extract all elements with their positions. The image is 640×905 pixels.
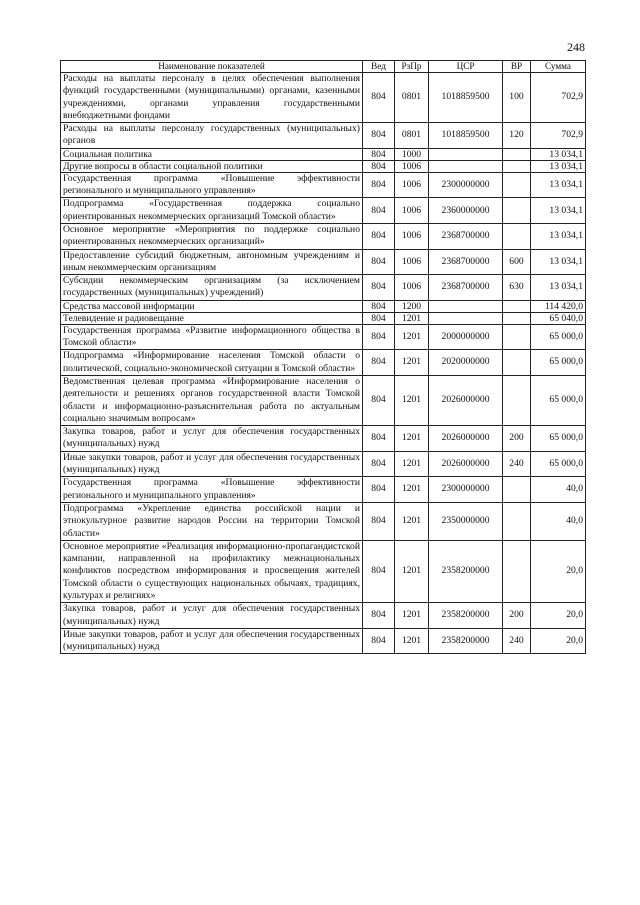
header-ved: Вед (363, 61, 395, 73)
row-sum: 65 000,0 (531, 451, 586, 477)
row-csr: 2358200000 (429, 628, 503, 654)
table-body (61, 73, 586, 654)
row-sum: 20,0 (531, 540, 586, 602)
row-vr (503, 223, 531, 249)
row-name: Средства массовой информации (61, 300, 363, 312)
row-ved: 804 (363, 375, 395, 425)
row-csr: 2300000000 (429, 477, 503, 503)
row-vr (503, 324, 531, 350)
row-rzpr: 1201 (395, 540, 429, 602)
row-vr (503, 350, 531, 376)
row-sum: 65 000,0 (531, 350, 586, 376)
table-row (61, 148, 586, 160)
row-rzpr: 1006 (395, 275, 429, 301)
row-rzpr: 1006 (395, 160, 429, 172)
row-rzpr: 1201 (395, 426, 429, 452)
table-row (61, 198, 586, 224)
row-vr: 240 (503, 628, 531, 654)
table-row (61, 312, 586, 324)
header-rzpr: РзПр (395, 61, 429, 73)
row-sum: 13 034,1 (531, 198, 586, 224)
row-rzpr: 1201 (395, 477, 429, 503)
row-vr (503, 198, 531, 224)
row-vr: 600 (503, 249, 531, 275)
row-name: Закупка товаров, работ и услуг для обеспечения государственных (муниципальных) нужд (61, 426, 363, 452)
row-rzpr: 1006 (395, 223, 429, 249)
row-csr: 2358200000 (429, 540, 503, 602)
row-name: Подпрограмма «Информирование населения Томской области о политической, социально-экономической ситуации в Томской области» (61, 350, 363, 376)
row-csr: 2360000000 (429, 198, 503, 224)
row-csr: 2020000000 (429, 350, 503, 376)
row-rzpr: 1201 (395, 350, 429, 376)
row-sum: 13 034,1 (531, 223, 586, 249)
row-rzpr: 1201 (395, 312, 429, 324)
row-sum: 65 040,0 (531, 312, 586, 324)
row-name: Основное мероприятие «Реализация информационно-пропагандистской кампании, направленной на профилактику межнациональных конфликтов посредством информирования и просвещения жителей Томской области о существующих национальных обычаях, традициях, культурах и религиях» (61, 540, 363, 602)
row-rzpr: 0801 (395, 73, 429, 123)
budget-table (60, 60, 586, 654)
row-csr (429, 160, 503, 172)
row-vr (503, 502, 531, 540)
row-csr: 2368700000 (429, 223, 503, 249)
row-ved: 804 (363, 502, 395, 540)
row-name: Телевидение и радиовещание (61, 312, 363, 324)
row-ved: 804 (363, 350, 395, 376)
row-ved: 804 (363, 160, 395, 172)
table-row (61, 324, 586, 350)
row-sum: 65 000,0 (531, 324, 586, 350)
table-row (61, 223, 586, 249)
row-name: Расходы на выплаты персоналу в целях обеспечения выполнения функций государственными (муниципальными) органами, казенными учреждениями, органами управления государственными внебюджетными фондами (61, 73, 363, 123)
table-row (61, 350, 586, 376)
row-ved: 804 (363, 603, 395, 629)
row-name: Подпрограмма «Укрепление единства российской нации и этнокультурное развитие народов России на территории Томской области» (61, 502, 363, 540)
row-vr (503, 160, 531, 172)
row-name: Закупка товаров, работ и услуг для обеспечения государственных (муниципальных) нужд (61, 603, 363, 629)
row-name: Расходы на выплаты персоналу государственных (муниципальных) органов (61, 123, 363, 149)
row-vr: 630 (503, 275, 531, 301)
row-csr: 2026000000 (429, 451, 503, 477)
row-ved: 804 (363, 300, 395, 312)
table-row (61, 426, 586, 452)
row-sum: 40,0 (531, 502, 586, 540)
row-rzpr: 1201 (395, 324, 429, 350)
header-vr: ВР (503, 61, 531, 73)
table-row (61, 249, 586, 275)
row-ved: 804 (363, 73, 395, 123)
table-row (61, 451, 586, 477)
row-rzpr: 1201 (395, 603, 429, 629)
row-rzpr: 1000 (395, 148, 429, 160)
row-ved: 804 (363, 172, 395, 198)
row-csr: 1018859500 (429, 123, 503, 149)
row-rzpr: 1006 (395, 249, 429, 275)
row-rzpr: 1201 (395, 628, 429, 654)
row-csr: 2000000000 (429, 324, 503, 350)
row-vr: 200 (503, 426, 531, 452)
table-row (61, 160, 586, 172)
row-vr (503, 540, 531, 602)
header-row (61, 61, 586, 73)
row-csr (429, 300, 503, 312)
row-rzpr: 1006 (395, 172, 429, 198)
row-name: Иные закупки товаров, работ и услуг для обеспечения государственных (муниципальных) нужд (61, 451, 363, 477)
table-row (61, 540, 586, 602)
row-sum: 40,0 (531, 477, 586, 503)
row-name: Основное мероприятие «Мероприятия по поддержке социально ориентированных некоммерческих организаций» (61, 223, 363, 249)
table-row (61, 275, 586, 301)
row-name: Государственная программа «Повышение эффективности регионального и муниципального управления» (61, 172, 363, 198)
row-vr (503, 148, 531, 160)
row-name: Ведомственная целевая программа «Информирование населения о деятельности и решениях органов государственной власти Томской области и информационно-разъяснительная работа по актуальным социально значимым вопросам» (61, 375, 363, 425)
row-rzpr: 1201 (395, 375, 429, 425)
row-sum: 13 034,1 (531, 249, 586, 275)
row-ved: 804 (363, 540, 395, 602)
header-name: Наименование показателей (61, 61, 363, 73)
table-row (61, 73, 586, 123)
row-ved: 804 (363, 249, 395, 275)
table-row (61, 172, 586, 198)
row-name: Социальная политика (61, 148, 363, 160)
table-row (61, 603, 586, 629)
row-rzpr: 0801 (395, 123, 429, 149)
row-csr (429, 312, 503, 324)
row-ved: 804 (363, 628, 395, 654)
row-ved: 804 (363, 451, 395, 477)
row-vr: 200 (503, 603, 531, 629)
row-vr (503, 300, 531, 312)
table-row (61, 477, 586, 503)
table-row (61, 375, 586, 425)
table-row (61, 628, 586, 654)
row-sum: 114 420,0 (531, 300, 586, 312)
row-name: Подпрограмма «Государственная поддержка социально ориентированных некоммерческих организаций Томской области» (61, 198, 363, 224)
row-vr: 100 (503, 73, 531, 123)
page-number: 248 (567, 40, 585, 54)
row-csr: 2026000000 (429, 375, 503, 425)
row-csr: 2026000000 (429, 426, 503, 452)
row-rzpr: 1201 (395, 451, 429, 477)
row-sum: 13 034,1 (531, 172, 586, 198)
row-csr: 2358200000 (429, 603, 503, 629)
row-csr (429, 148, 503, 160)
row-ved: 804 (363, 312, 395, 324)
header-sum: Сумма (531, 61, 586, 73)
row-name: Субсидии некоммерческим организациям (за исключением государственных (муниципальных) учреждений) (61, 275, 363, 301)
row-csr: 2300000000 (429, 172, 503, 198)
row-name: Предоставление субсидий бюджетным, автономным учреждениям и иным некоммерческим организациям (61, 249, 363, 275)
row-sum: 20,0 (531, 603, 586, 629)
row-name: Иные закупки товаров, работ и услуг для обеспечения государственных (муниципальных) нужд (61, 628, 363, 654)
row-csr: 2368700000 (429, 249, 503, 275)
table-row (61, 300, 586, 312)
row-ved: 804 (363, 477, 395, 503)
row-rzpr: 1201 (395, 502, 429, 540)
row-csr: 1018859500 (429, 73, 503, 123)
row-ved: 804 (363, 198, 395, 224)
row-sum: 702,9 (531, 73, 586, 123)
row-name: Государственная программа «Повышение эффективности регионального и муниципального управления» (61, 477, 363, 503)
row-sum: 13 034,1 (531, 148, 586, 160)
row-sum: 65 000,0 (531, 375, 586, 425)
row-name: Другие вопросы в области социальной политики (61, 160, 363, 172)
row-vr (503, 477, 531, 503)
row-name: Государственная программа «Развитие информационного общества в Томской области» (61, 324, 363, 350)
row-vr: 240 (503, 451, 531, 477)
row-rzpr: 1006 (395, 198, 429, 224)
row-vr (503, 172, 531, 198)
row-rzpr: 1200 (395, 300, 429, 312)
row-sum: 13 034,1 (531, 160, 586, 172)
row-csr: 2350000000 (429, 502, 503, 540)
row-ved: 804 (363, 275, 395, 301)
row-sum: 20,0 (531, 628, 586, 654)
table-row (61, 502, 586, 540)
row-ved: 804 (363, 426, 395, 452)
row-vr: 120 (503, 123, 531, 149)
row-ved: 804 (363, 324, 395, 350)
table-row (61, 123, 586, 149)
row-sum: 702,9 (531, 123, 586, 149)
row-vr (503, 312, 531, 324)
row-vr (503, 375, 531, 425)
row-ved: 804 (363, 123, 395, 149)
header-csr: ЦСР (429, 61, 503, 73)
row-ved: 804 (363, 148, 395, 160)
row-ved: 804 (363, 223, 395, 249)
row-sum: 65 000,0 (531, 426, 586, 452)
row-sum: 13 034,1 (531, 275, 586, 301)
row-csr: 2368700000 (429, 275, 503, 301)
